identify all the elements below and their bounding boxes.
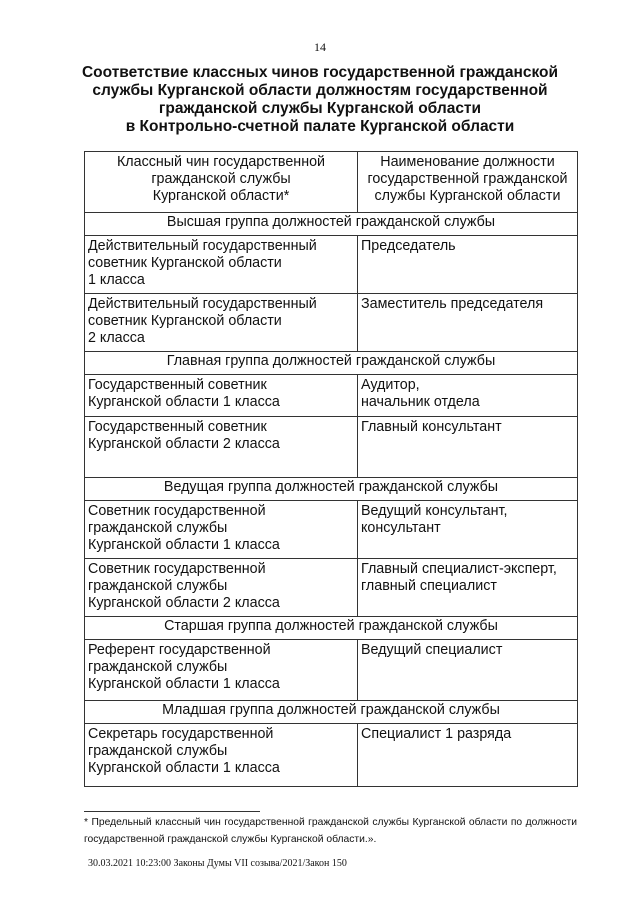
cell-line: Специалист 1 разряда — [361, 726, 512, 742]
footnote: * Предельный классный чин государственной гражданской службы Курганской области по должности государственной гражданской службы Курганской области.». — [84, 817, 577, 845]
ranks-table — [84, 151, 578, 787]
table-row — [85, 375, 578, 417]
cell-line: Референт государственной — [88, 642, 271, 658]
table-row — [85, 294, 578, 352]
cell-line: главный специалист — [361, 578, 497, 594]
cell-line: службы Курганской области — [374, 188, 561, 204]
cell-line: гражданской службы — [151, 171, 291, 187]
cell-line: Действительный государственный — [88, 238, 317, 254]
cell-line: гражданской службы — [88, 578, 228, 594]
rank-cell — [85, 559, 358, 617]
group-row — [85, 617, 578, 640]
cell-line: Курганской области 1 класса — [88, 537, 280, 553]
cell-line: Курганской области* — [152, 188, 290, 204]
table-row — [85, 417, 578, 478]
group-title: Старшая группа должностей гражданской службы — [85, 617, 578, 640]
position-cell — [358, 417, 578, 478]
header-position — [358, 152, 578, 213]
group-title: Ведущая группа должностей гражданской службы — [85, 478, 578, 501]
cell-line: 1 класса — [88, 272, 145, 288]
rank-cell — [85, 501, 358, 559]
group-row — [85, 701, 578, 724]
cell-line: Наименование должности — [380, 154, 555, 170]
cell-line: советник Курганской области — [88, 255, 282, 271]
cell-line: Главный консультант — [361, 419, 502, 435]
title-line: Соответствие классных чинов государственной гражданской — [81, 64, 559, 81]
table-row — [85, 559, 578, 617]
cell-line: Классный чин государственной — [116, 154, 326, 170]
cell-line: Советник государственной — [88, 503, 266, 519]
position-cell — [358, 501, 578, 559]
position-cell — [358, 640, 578, 701]
cell-line: Действительный государственный — [88, 296, 317, 312]
title-line: службы Курганской области должностям государственной — [92, 82, 548, 99]
document-stamp: 30.03.2021 10:23:00 Законы Думы VII созыва/2021/Закон 150 — [88, 858, 347, 869]
cell-line: Курганской области 2 класса — [88, 595, 280, 611]
header-rank — [85, 152, 358, 213]
cell-line: Секретарь государственной — [88, 726, 274, 742]
position-cell — [358, 236, 578, 294]
cell-line: Курганской области 1 класса — [88, 760, 280, 776]
group-row — [85, 352, 578, 375]
cell-line: Ведущий специалист — [361, 642, 503, 658]
cell-line: Ведущий консультант, — [361, 503, 508, 519]
position-cell — [358, 559, 578, 617]
cell-line: Государственный советник — [88, 377, 267, 393]
table-row — [85, 640, 578, 701]
cell-line: Председатель — [361, 238, 456, 254]
cell-line: Курганской области 1 класса — [88, 676, 280, 692]
group-title: Младшая группа должностей гражданской службы — [85, 701, 578, 724]
title-line: в Контрольно-счетной палате Курганской области — [125, 118, 515, 135]
table-row — [85, 724, 578, 787]
cell-line: советник Курганской области — [88, 313, 282, 329]
position-cell — [358, 294, 578, 352]
document-title — [70, 64, 570, 136]
cell-line: Курганской области 2 класса — [88, 436, 280, 452]
ranks-table-body — [85, 152, 578, 787]
table-header-row — [85, 152, 578, 213]
rank-cell — [85, 294, 358, 352]
cell-line: гражданской службы — [88, 520, 228, 536]
cell-line: Заместитель председателя — [361, 296, 544, 312]
cell-line: Курганской области 1 класса — [88, 394, 280, 410]
cell-line: начальник отдела — [361, 394, 480, 410]
position-cell — [358, 724, 578, 787]
cell-line: Аудитор, — [361, 377, 420, 393]
cell-line: консультант — [361, 520, 441, 536]
cell-line: гражданской службы — [88, 659, 228, 675]
cell-line: гражданской службы — [88, 743, 228, 759]
cell-line: Советник государственной — [88, 561, 266, 577]
cell-line: государственной гражданской — [367, 171, 568, 187]
rank-cell — [85, 724, 358, 787]
group-title: Главная группа должностей гражданской службы — [85, 352, 578, 375]
table-row — [85, 501, 578, 559]
page-number: 14 — [314, 40, 326, 54]
cell-line: Государственный советник — [88, 419, 267, 435]
group-title: Высшая группа должностей гражданской службы — [85, 213, 578, 236]
footnote-divider — [84, 811, 260, 812]
rank-cell — [85, 236, 358, 294]
table-row — [85, 236, 578, 294]
title-line: гражданской службы Курганской области — [158, 100, 482, 117]
group-row — [85, 478, 578, 501]
cell-line: Главный специалист-эксперт, — [361, 561, 557, 577]
rank-cell — [85, 375, 358, 417]
group-row — [85, 213, 578, 236]
rank-cell — [85, 640, 358, 701]
position-cell — [358, 375, 578, 417]
rank-cell — [85, 417, 358, 478]
cell-line: 2 класса — [88, 330, 145, 346]
